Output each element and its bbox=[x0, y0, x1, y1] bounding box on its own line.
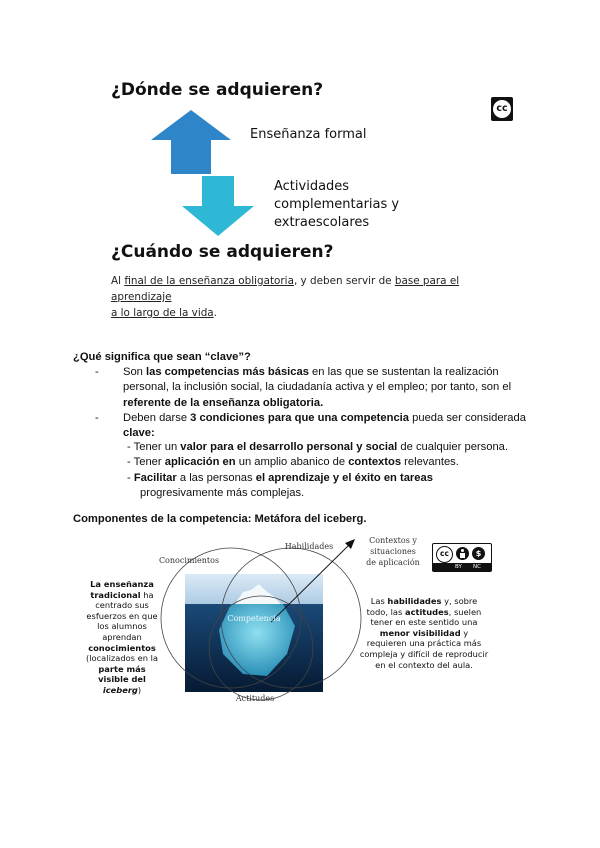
text-run: - bbox=[127, 471, 134, 484]
text-line-bold: referente de la enseñanza obligatoria. bbox=[123, 396, 324, 409]
when-text-part: Al bbox=[111, 275, 125, 287]
heading-when: ¿Cuándo se adquieren? bbox=[111, 242, 334, 262]
heading-where: ¿Dónde se adquieren? bbox=[111, 80, 324, 100]
text-line-bold: clave: bbox=[123, 427, 155, 440]
nc-dollar-icon: $ bbox=[472, 547, 485, 560]
condition-item-continuation: progresivamente más complejas. bbox=[140, 487, 305, 500]
text-run-bold: conocimientos bbox=[88, 642, 156, 653]
text-run-bold: menor visibilidad bbox=[379, 627, 461, 638]
right-note bbox=[359, 596, 489, 670]
text-run-bold: actitudes bbox=[404, 606, 449, 617]
text-run: de cualquier persona. bbox=[397, 441, 509, 453]
text-run-bold: habilidades bbox=[387, 596, 442, 606]
iceberg-title: Componentes de la competencia: Metáfora del iceberg. bbox=[73, 513, 367, 525]
text-run-bold: La enseñanza bbox=[90, 579, 154, 589]
text-run: pueda ser considerada bbox=[409, 412, 526, 424]
left-note bbox=[86, 579, 158, 696]
text-run-bold: contextos bbox=[348, 456, 402, 469]
label-habilidades: Habilidades bbox=[284, 542, 334, 551]
arrow-up-icon bbox=[151, 110, 231, 174]
contextos-line: de aplicación bbox=[366, 558, 420, 567]
when-text-part: . bbox=[213, 307, 217, 319]
arrow-down-icon bbox=[182, 176, 254, 236]
text-run: a las personas bbox=[176, 471, 256, 484]
contextos-line: situaciones bbox=[370, 547, 416, 556]
arrow-down-label-line: Actividades bbox=[274, 179, 350, 194]
text-run: ) bbox=[137, 684, 142, 695]
text-run: relevantes. bbox=[401, 456, 459, 469]
conditions-list bbox=[127, 440, 527, 502]
text-run-bold: valor para el desarrollo personal y social bbox=[180, 441, 398, 453]
condition-item bbox=[127, 471, 527, 486]
text-run: - Tener un bbox=[127, 441, 181, 453]
text-line: personal, la inclusión social, la ciudadanía activa y el empleo; por tanto, son el bbox=[123, 381, 512, 394]
text-run: - Tener bbox=[127, 456, 165, 469]
text-run-bold: las competencias más básicas bbox=[146, 366, 309, 378]
text-run-bold: tradicional bbox=[90, 589, 141, 600]
text-run-bold: parte más visible del bbox=[98, 663, 146, 685]
text-run: Deben darse bbox=[123, 412, 191, 424]
text-run: y, sobre todo, las bbox=[366, 596, 478, 617]
text-run-bold-italic: iceberg bbox=[102, 684, 138, 695]
text-run: y requieren una práctica más compleja y difícil de reproducir en el contexto del aula. bbox=[359, 627, 489, 670]
license-badge bbox=[432, 543, 492, 572]
cc-logo bbox=[491, 97, 513, 121]
cc-logo-text: cc bbox=[493, 100, 511, 118]
contextos-label bbox=[358, 535, 428, 568]
arrow-down-label-line: complementarias y bbox=[274, 197, 400, 212]
by-person-icon bbox=[456, 547, 469, 560]
text-run: ha centrado sus esfuerzos en que los alumnos aprendan bbox=[86, 589, 158, 642]
bullet-marker: - bbox=[95, 412, 99, 424]
text-run-bold: el aprendizaje y el éxito en tareas bbox=[255, 471, 433, 484]
label-actitudes: Actitudes bbox=[235, 694, 275, 703]
text-run-bold: 3 condiciones para que una competencia bbox=[190, 412, 410, 424]
condition-item bbox=[127, 455, 527, 470]
when-text-part: , y deben servir de bbox=[293, 275, 395, 287]
arrow-up-label: Enseñanza formal bbox=[250, 127, 367, 142]
clave-item-1 bbox=[123, 365, 523, 411]
text-run: un amplio abanico de bbox=[235, 456, 349, 469]
text-run-bold: aplicación en bbox=[164, 456, 236, 469]
clave-item-2 bbox=[123, 411, 526, 442]
clave-title: ¿Qué significa que sean “clave”? bbox=[73, 351, 251, 363]
arrow-down-label-line: extraescolares bbox=[274, 215, 370, 230]
bullet-marker: - bbox=[95, 366, 99, 378]
arrow-down-label bbox=[274, 178, 399, 232]
text-run-bold: Facilitar bbox=[133, 471, 177, 484]
cc-icon: cc bbox=[436, 546, 453, 563]
condition-item bbox=[127, 440, 527, 455]
label-conocimientos: Conocimientos bbox=[158, 556, 220, 565]
by-label: BY bbox=[455, 564, 462, 570]
nc-label: NC bbox=[473, 564, 481, 570]
when-text-underlined: base para el aprendizaje bbox=[111, 275, 460, 303]
text-run: Son bbox=[123, 366, 147, 378]
when-text-underlined: final de la enseñanza obligatoria bbox=[124, 275, 294, 287]
license-badge-footer bbox=[433, 563, 491, 571]
text-run: , suelen tener en este sentido una bbox=[370, 606, 482, 628]
contextos-line: Contextos y bbox=[369, 536, 417, 545]
when-text bbox=[111, 273, 521, 321]
text-run: (localizados en la bbox=[86, 653, 159, 664]
when-text-underlined: a lo largo de la vida bbox=[111, 307, 214, 319]
label-competencia: Competencia bbox=[227, 614, 281, 623]
text-run: en las que se sustentan la realización bbox=[308, 366, 499, 378]
text-run: Las bbox=[370, 596, 388, 606]
